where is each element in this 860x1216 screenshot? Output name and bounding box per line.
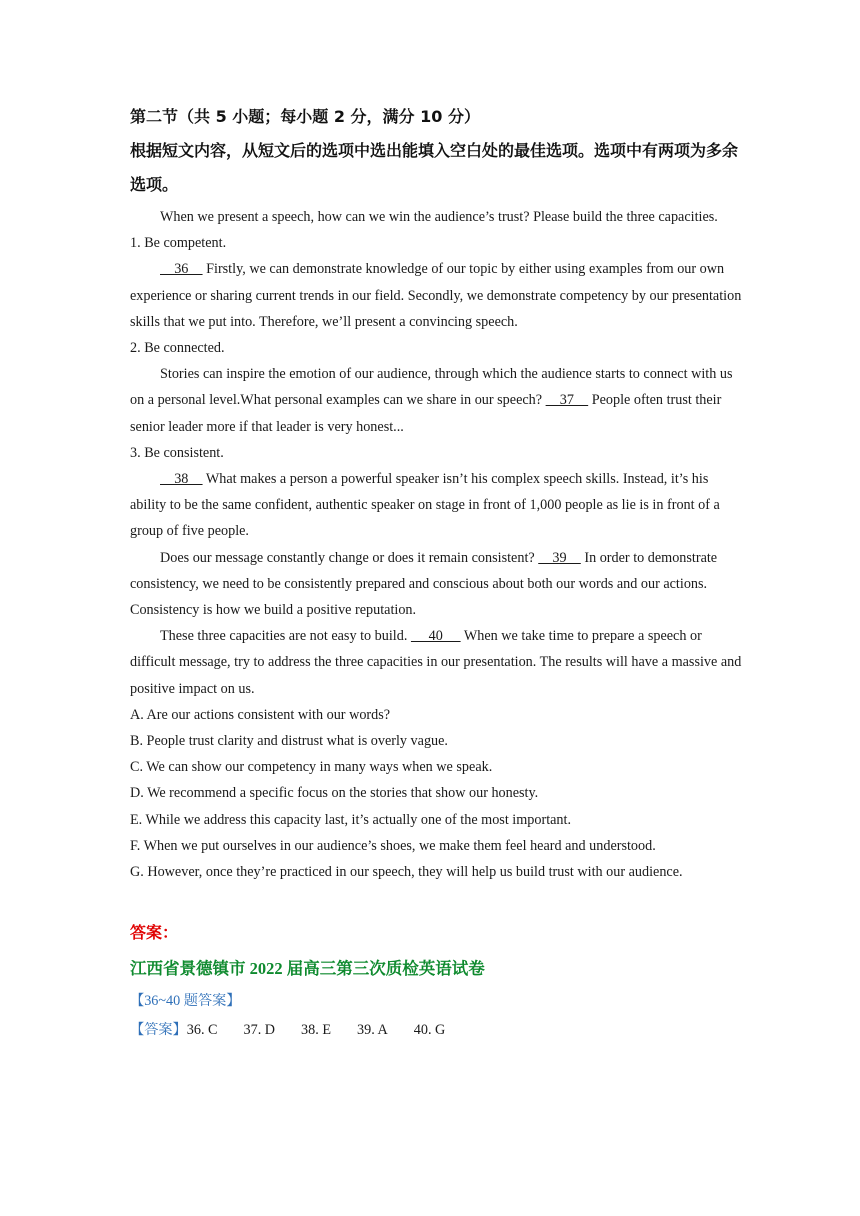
option-e: E. While we address this capacity last, it’s actually one of the most important. <box>130 811 572 828</box>
paragraph-3-text: What makes a person a powerful speaker isn’t his complex speech skills. Instead, it’s his ability to be the same confident, authentic speaker on stage in front of 1,000 people as lie is in front of a group of five people. <box>130 471 720 540</box>
subheading-consistent: 3. Be consistent. <box>130 444 224 461</box>
answer-item: 37. D <box>243 1022 276 1039</box>
answer-item: 36. C <box>186 1022 218 1039</box>
answer-item: 40. G <box>413 1022 446 1039</box>
section-instruction: 根据短文内容，从短文后的选项中选出能填入空白处的最佳选项。选项中有两项为多余选项。 <box>130 141 739 194</box>
answer-key-label: 【答案】 <box>130 1022 187 1039</box>
paragraph-5-text-b: When we take time to prepare a speech or difficult message, try to address the three capacities in our presentation. The results will have a massive and positive impact on us. <box>130 628 742 697</box>
section-title: 第二节（共 5 小题；每小题 2 分，满分 10 分） <box>130 107 480 126</box>
subheading-connected: 2. Be connected. <box>130 340 225 357</box>
blank-40[interactable]: 40 <box>410 628 461 645</box>
answer-source: 江西省景德镇市 2022 届高三第三次质检英语试卷 <box>130 959 485 979</box>
answer-range-label: 【36~40 题答案】 <box>130 993 241 1010</box>
paragraph-5-text-a: These three capacities are not easy to build. <box>160 628 411 645</box>
subheading-competent: 1. Be competent. <box>130 235 227 252</box>
blank-38[interactable]: 38 <box>160 471 203 488</box>
answer-title: 答案： <box>130 923 179 943</box>
blank-36[interactable]: 36 <box>160 261 203 278</box>
paragraph-1-text: Firstly, we can demonstrate knowledge of our topic by either using examples from our own experience or sharing current trends in our field. Secondly, we demonstrate competency by our presentation skills that we put into. Therefore, we’ll present a convincing speech. <box>130 261 742 330</box>
passage <box>130 204 742 885</box>
paragraph-2 <box>130 361 742 440</box>
paragraph-2-text-b: People often trust their senior leader more if that leader is very honest... <box>130 392 722 435</box>
option-a: A. Are our actions consistent with our words? <box>130 706 391 723</box>
paragraph-1 <box>130 256 742 335</box>
option-b: B. People trust clarity and distrust what is overly vague. <box>130 733 448 750</box>
answer-key-line <box>130 1016 742 1045</box>
document-page <box>130 100 742 1045</box>
answer-item: 39. A <box>357 1022 388 1039</box>
paragraph-2-text-a: Stories can inspire the emotion of our audience, through which the audience starts to connect with us on a personal level.What personal examples can we share in our speech? <box>130 366 733 409</box>
options-list <box>130 702 742 885</box>
paragraph-4 <box>130 545 742 624</box>
passage-intro: When we present a speech, how can we win the audience’s trust? Please build the three capacities. <box>160 209 718 225</box>
option-c: C. We can show our competency in many ways when we speak. <box>130 759 493 776</box>
paragraph-3 <box>130 466 742 545</box>
option-g: G. However, once they’re practiced in our speech, they will help us build trust with our audience. <box>130 864 683 881</box>
option-f: F. When we put ourselves in our audience’s shoes, we make them feel heard and understood. <box>130 837 656 854</box>
blank-39[interactable]: 39 <box>538 549 581 566</box>
paragraph-4-text-b: In order to demonstrate consistency, we need to be consistently prepared and conscious about both our words and our actions. Consistency is how we build a positive reputation. <box>130 549 718 619</box>
answer-item: 38. E <box>301 1022 331 1039</box>
paragraph-4-text-a: Does our message constantly change or does it remain consistent? <box>160 549 539 566</box>
answer-section <box>130 915 742 1045</box>
blank-37[interactable]: 37 <box>545 392 589 409</box>
paragraph-5 <box>130 623 742 702</box>
option-d: D. We recommend a specific focus on the stories that show our honesty. <box>130 785 539 802</box>
